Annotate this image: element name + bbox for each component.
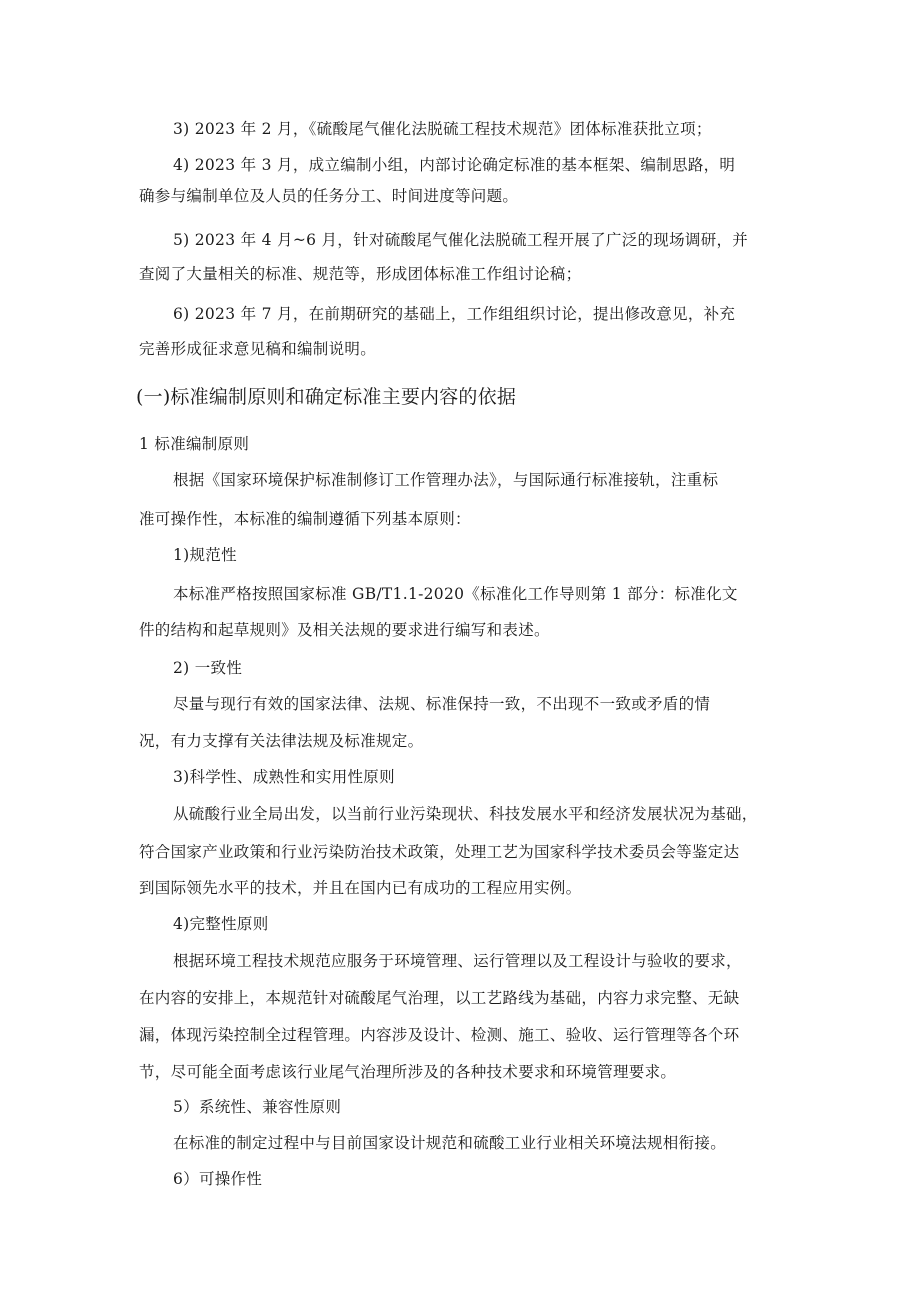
list-item-6-line-1: 6) 2023 年 7 月，在前期研究的基础上，工作组组织讨论，提出修改意见，补充 [173, 305, 736, 323]
principle-4-title: 4)完整性原则 [173, 915, 269, 933]
subsection-heading: 1 标准编制原则 [139, 435, 250, 453]
list-item-4-line-1: 4) 2023 年 3 月，成立编制小组，内部讨论确定标准的基本框架、编制思路，明 [173, 156, 736, 174]
principle-2-line-2: 况，有力支撑有关法律法规及标准规定。 [139, 732, 424, 750]
principle-3-line-2: 符合国家产业政策和行业污染防治技术政策，处理工艺为国家科学技术委员会等鉴定达 [139, 843, 740, 861]
principle-5-line-1: 在标准的制定过程中与目前国家设计规范和硫酸工业行业相关环境法规相衔接。 [173, 1134, 727, 1152]
principle-3-title: 3)科学性、成熟性和实用性原则 [173, 768, 395, 786]
principle-6-title: 6）可操作性 [173, 1170, 263, 1188]
intro-line-2: 准可操作性，本标准的编制遵循下列基本原则： [139, 510, 471, 528]
principle-4-line-3: 漏，体现污染控制全过程管理。内容涉及设计、检测、施工、验收、运行管理等各个环 [139, 1026, 740, 1044]
principle-1-title: 1)规范性 [173, 546, 237, 564]
section-heading: (一)标准编制原则和确定标准主要内容的依据 [136, 386, 517, 408]
principle-3-line-3: 到国际领先水平的技术，并且在国内已有成功的工程应用实例。 [139, 879, 582, 897]
principle-4-line-4: 节，尽可能全面考虑该行业尾气治理所涉及的各种技术要求和环境管理要求。 [139, 1063, 677, 1081]
list-item-3: 3) 2023 年 2 月，《硫酸尾气催化法脱硫工程技术规范》团体标准获批立项； [173, 120, 712, 138]
list-item-5-line-2: 查阅了大量相关的标准、规范等，形成团体标准工作组讨论稿； [139, 265, 582, 283]
principle-1-line-1: 本标准严格按照国家标准 GB/T1.1-2020《标准化工作导则第 1 部分：标准化文 [173, 585, 738, 603]
principle-2-line-1: 尽量与现行有效的国家法律、法规、标准保持一致，不出现不一致或矛盾的情 [173, 695, 711, 713]
principle-4-line-1: 根据环境工程技术规范应服务于环境管理、运行管理以及工程设计与验收的要求， [173, 952, 742, 970]
list-item-4-line-2: 确参与编制单位及人员的任务分工、时间进度等问题。 [139, 187, 519, 205]
principle-2-title: 2) 一致性 [173, 659, 243, 677]
principle-5-title: 5）系统性、兼容性原则 [173, 1098, 342, 1116]
list-item-6-line-2: 完善形成征求意见稿和编制说明。 [139, 340, 377, 358]
principle-1-line-2: 件的结构和起草规则》及相关法规的要求进行编写和表述。 [139, 621, 550, 639]
intro-line-1: 根据《国家环境保护标准制修订工作管理办法》，与国际通行标准接轨，注重标 [173, 471, 719, 489]
principle-4-line-2: 在内容的安排上，本规范针对硫酸尾气治理，以工艺路线为基础，内容力求完整、无缺 [139, 989, 740, 1007]
principle-3-line-1: 从硫酸行业全局出发，以当前行业污染现状、科技发展水平和经济发展状况为基础， [173, 805, 758, 823]
list-item-5-line-1: 5) 2023 年 4 月~6 月，针对硫酸尾气催化法脱硫工程开展了广泛的现场调研，并 [173, 231, 749, 249]
